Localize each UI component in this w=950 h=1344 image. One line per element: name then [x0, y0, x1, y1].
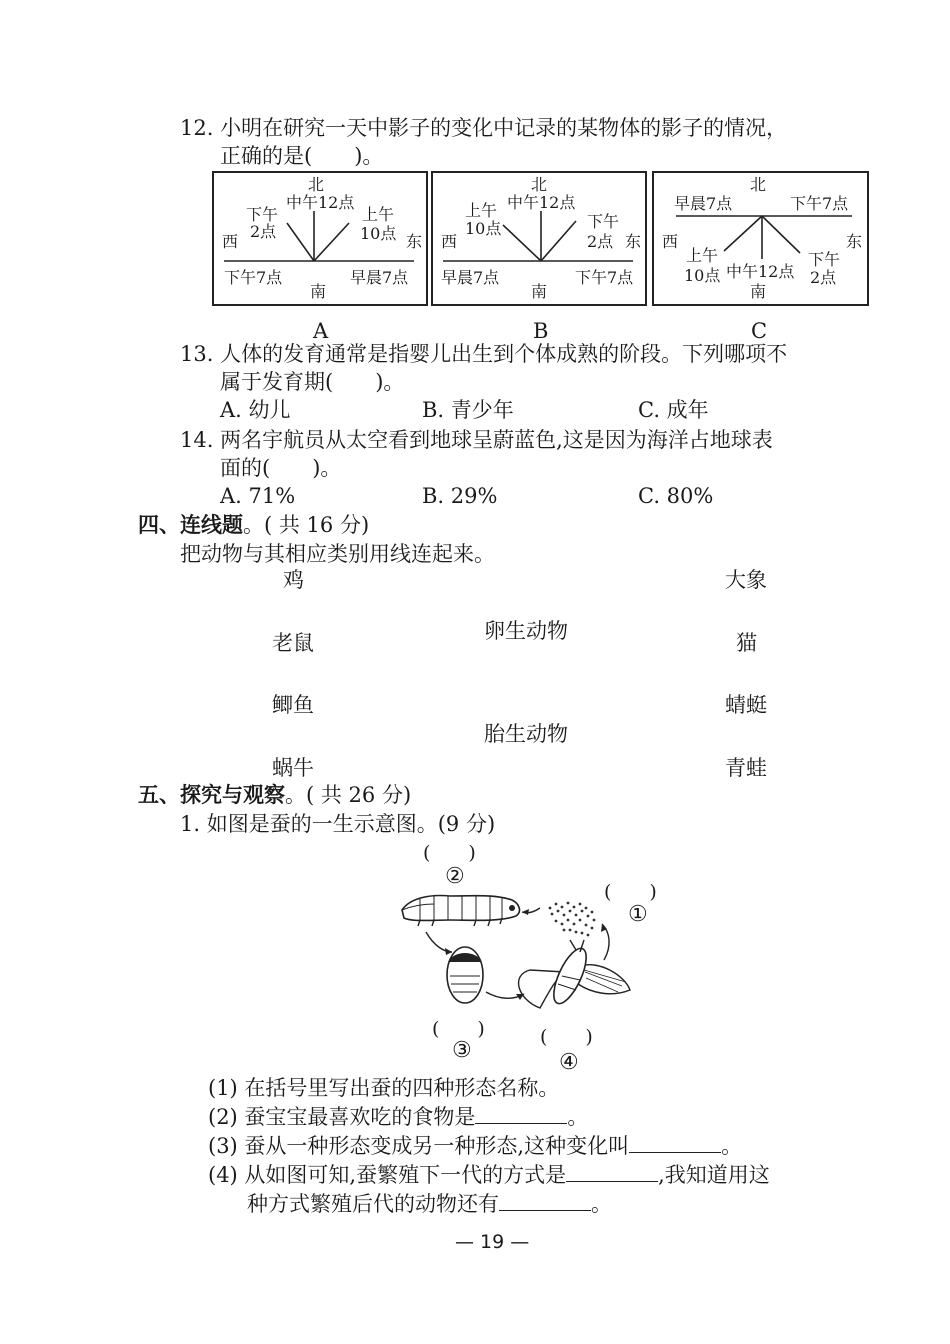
moth-icon	[519, 940, 630, 1008]
shadow-diagram-c	[652, 171, 869, 306]
sub-question-4-text: (4) 从如图可知,蚕繁殖下一代的方式是	[208, 1163, 567, 1187]
match-left-item[interactable]: 老鼠	[272, 631, 314, 655]
sub-question-4-end: 。	[591, 1192, 612, 1216]
sub-question-2-text: (2) 蚕宝宝最喜欢吃的食物是	[208, 1105, 476, 1129]
silkworm-life-cycle-figure	[390, 880, 640, 1030]
q12-line1: 12. 小明在研究一天中影子的变化中记录的某物体的影子的情况，	[180, 116, 788, 140]
match-left-item[interactable]: 鸡	[283, 568, 304, 592]
answer-blank-other-animals[interactable]	[499, 1190, 591, 1211]
am10-label-b: 10点	[465, 219, 502, 238]
q13-option-b: B. 青少年	[422, 398, 514, 422]
answer-paren-3[interactable]: ( )	[432, 1018, 485, 1040]
east-label: 东	[406, 232, 423, 251]
eggs-icon	[549, 902, 596, 937]
answer-blank-reproduction[interactable]	[566, 1161, 658, 1182]
north-label: 北	[750, 175, 767, 194]
sub-question-2	[208, 1103, 588, 1131]
pm2-label-b: 2点	[250, 222, 277, 241]
west-label: 西	[662, 232, 679, 251]
shadow-diagram-a	[212, 171, 428, 306]
am10-label-b: 10点	[360, 224, 397, 243]
marker-2: ②	[445, 864, 465, 889]
marker-4: ④	[559, 1050, 579, 1075]
match-right-item[interactable]: 猫	[736, 631, 757, 655]
am10-label-b: 10点	[684, 266, 721, 285]
am10-label: 上午	[465, 201, 498, 220]
sub-question-1: (1) 在括号里写出蚕的四种形态名称。	[208, 1076, 560, 1100]
section4-score: 。( 共 16 分)	[243, 513, 370, 537]
q14-option-b: B. 29%	[422, 484, 498, 508]
west-label: 西	[222, 232, 239, 251]
pm2-label: 下午	[587, 212, 620, 231]
answer-paren-2[interactable]: ( )	[423, 842, 476, 864]
section5-title: 五、探究与观察	[138, 783, 285, 807]
q14-option-a: A. 71%	[220, 484, 296, 508]
q14-line2: 面的( )。	[220, 456, 342, 480]
east-label: 东	[625, 232, 642, 251]
diagram-c-caption: C	[751, 319, 768, 343]
diagram-a-caption: A	[313, 319, 329, 343]
match-right-item[interactable]: 蜻蜓	[725, 693, 767, 717]
west-label: 西	[441, 232, 458, 251]
sub-question-2-end: 。	[567, 1105, 589, 1129]
shadow-diagram-b	[431, 171, 647, 306]
bottom-right-label: 早晨7点	[350, 268, 409, 287]
am10-label: 上午	[686, 246, 719, 265]
pm2-label: 下午	[246, 205, 279, 224]
diagram-b-caption: B	[533, 319, 549, 343]
section4-instruction: 把动物与其相应类别用线连起来。	[180, 542, 495, 566]
south-label: 南	[750, 282, 767, 301]
q13-option-c: C. 成年	[638, 398, 709, 422]
marker-1: ①	[628, 902, 648, 927]
top-left-label: 早晨7点	[674, 194, 733, 213]
q13-line2: 属于发育期( )。	[220, 370, 405, 394]
q14-line1: 14. 两名宇航员从太空看到地球呈蔚蓝色,这是因为海洋占地球表	[180, 428, 773, 452]
bottom-left-label: 早晨7点	[441, 268, 500, 287]
answer-paren-4[interactable]: ( )	[540, 1026, 593, 1048]
section5-heading	[138, 781, 411, 809]
noon-label: 中午12点	[286, 193, 355, 212]
pm2-label-b: 2点	[810, 268, 837, 287]
match-left-item[interactable]: 鲫鱼	[272, 693, 314, 717]
am10-label: 上午	[362, 205, 395, 224]
larva-icon	[402, 896, 519, 926]
noon-label: 中午12点	[507, 193, 576, 212]
south-label: 南	[531, 282, 548, 301]
top-right-label: 下午7点	[790, 194, 849, 213]
match-category-oviparous[interactable]: 卵生动物	[484, 619, 568, 643]
match-right-item[interactable]: 青蛙	[725, 756, 767, 780]
sub-question-4-line2	[247, 1190, 612, 1218]
north-label: 北	[531, 175, 548, 194]
section5-score: 。( 共 26 分)	[285, 783, 412, 807]
page-number: — 19 —	[455, 1231, 530, 1253]
q14-option-c: C. 80%	[638, 484, 714, 508]
q13-line1: 13. 人体的发育通常是指婴儿出生到个体成熟的阶段。下列哪项不	[180, 342, 788, 366]
marker-3: ③	[452, 1038, 472, 1063]
match-left-item[interactable]: 蜗牛	[272, 756, 314, 780]
section4-title: 四、连线题	[138, 513, 243, 537]
q13-option-a: A. 幼儿	[220, 398, 291, 422]
answer-paren-1[interactable]: ( )	[604, 881, 657, 903]
match-category-viviparous[interactable]: 胎生动物	[484, 722, 568, 746]
east-label: 东	[846, 232, 863, 251]
sub-question-3-end: 。	[721, 1134, 743, 1158]
section4-heading	[138, 511, 369, 539]
sub-question-4-cont: ,我知道用这	[658, 1163, 770, 1187]
answer-blank-metamorphosis[interactable]	[629, 1132, 721, 1153]
bottom-right-label: 下午7点	[575, 268, 634, 287]
south-label: 南	[310, 282, 327, 301]
match-right-item[interactable]: 大象	[725, 568, 767, 592]
answer-blank-food[interactable]	[475, 1103, 567, 1124]
s5-q1-text: 1. 如图是蚕的一生示意图。(9 分)	[180, 812, 496, 836]
sub-question-4-line2-text: 种方式繁殖后代的动物还有	[247, 1192, 499, 1216]
noon-label: 中午12点	[726, 262, 795, 281]
pupa-icon	[447, 947, 483, 1003]
q12-line2: 正确的是( )。	[220, 144, 384, 168]
sub-question-4	[208, 1161, 770, 1189]
north-label: 北	[308, 175, 325, 194]
pm2-label: 下午	[808, 250, 841, 269]
pm2-label-b: 2点	[587, 232, 614, 251]
sub-question-3-text: (3) 蚕从一种形态变成另一种形态,这种变化叫	[208, 1134, 630, 1158]
bottom-left-label: 下午7点	[224, 268, 283, 287]
sub-question-3	[208, 1132, 742, 1160]
